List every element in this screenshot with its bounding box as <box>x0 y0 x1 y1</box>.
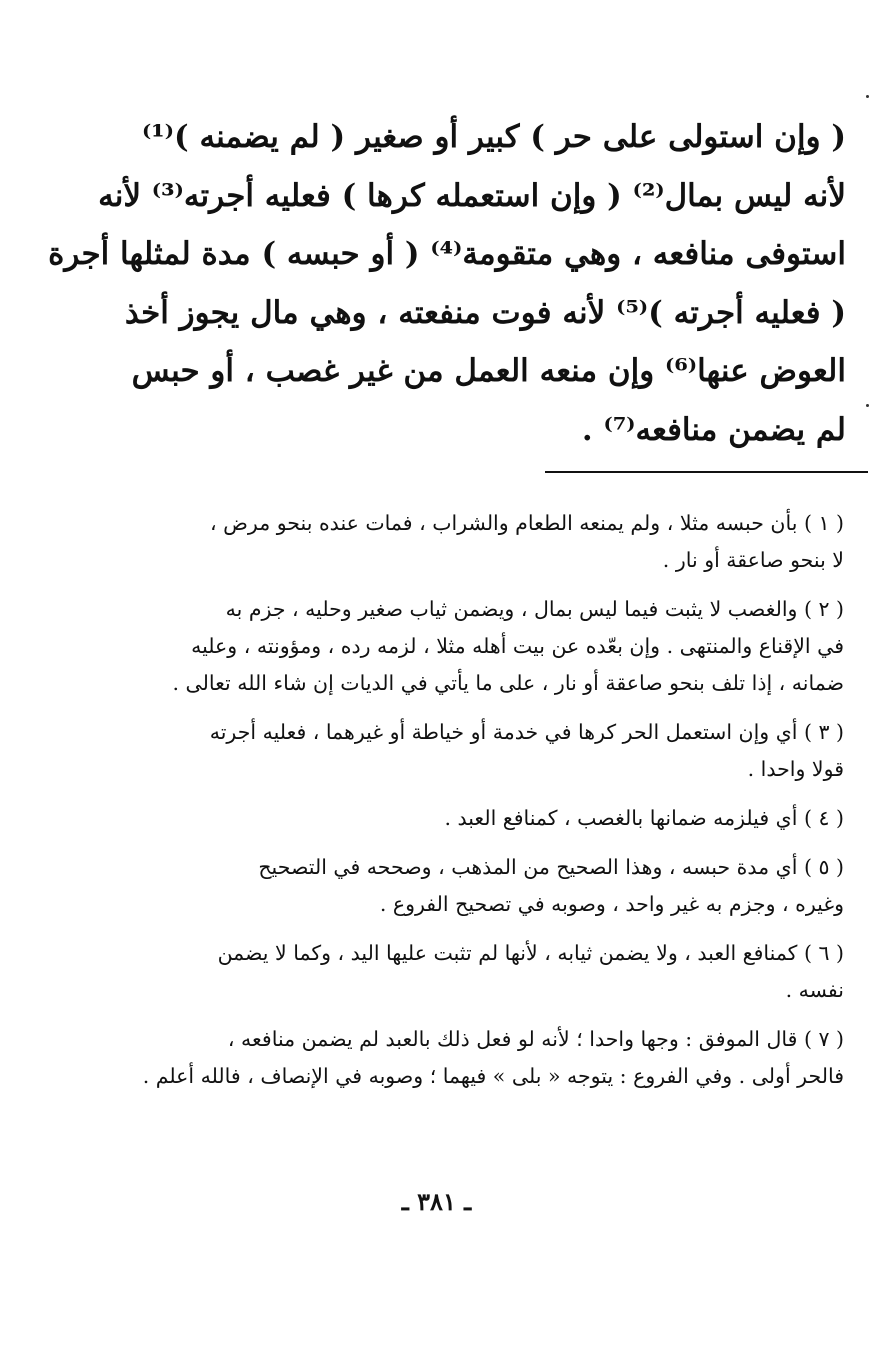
scan-speck <box>866 404 869 407</box>
footnote-7 <box>130 1021 844 1095</box>
footnote-divider <box>545 471 868 473</box>
footnote-line: فالحر أولى . وفي الفروع : يتوجه « بلى » فيهما ؛ وصوبه في الإنصاف ، فالله أعلم . <box>142 1064 844 1088</box>
main-text-line: لأنه ليس بمال⁽²⁾ ( وإن استعمله كرها ) فعليه أجرته⁽³⁾ لأنه <box>98 177 846 214</box>
footnotes-section <box>130 505 844 1107</box>
main-text-line: ( فعليه أجرته )⁽⁵⁾ لأنه فوت منفعته ، وهي مال يجوز أخذ <box>124 294 846 331</box>
scan-speck <box>866 95 869 98</box>
main-text-line: ( وإن استولى على حر ) كبير أو صغير ( لم يضمنه )⁽¹⁾ <box>141 119 846 155</box>
main-text-line: استوفى منافعه ، وهي متقومة⁽⁴⁾ ( أو حبسه ) مدة لمثلها أجرة <box>48 236 846 272</box>
footnote-line: ( ٦ ) كمنافع العبد ، ولا يضمن ثيابه ، لأنها لم تثبت عليها اليد ، وكما لا يضمن <box>217 941 844 965</box>
footnote-line: نفسه . <box>785 978 844 1002</box>
footnote-1 <box>130 505 844 579</box>
footnote-line: لا بنحو صاعقة أو نار . <box>662 548 844 572</box>
footnote-line: ( ١ ) بأن حبسه مثلا ، ولم يمنعه الطعام والشراب ، فمات عنده بنحو مرض ، <box>209 511 844 535</box>
footnote-6 <box>130 935 844 1009</box>
main-text-block <box>48 108 846 459</box>
footnote-5 <box>130 849 844 923</box>
footnote-line: وغيره ، وجزم به غير واحد ، وصوبه في تصحيح الفروع . <box>379 892 844 916</box>
footnote-4 <box>130 800 844 837</box>
footnote-3 <box>130 714 844 788</box>
footnote-line: ضمانه ، إذا تلف بنحو صاعقة أو نار ، على ما يأتي في الديات إن شاء الله تعالى . <box>172 671 844 695</box>
footnote-line: ( ٥ ) أي مدة حبسه ، وهذا الصحيح من المذهب ، وصححه في التصحيح <box>258 855 844 879</box>
footnote-line: ( ٧ ) قال الموفق : وجها واحدا ؛ لأنه لو فعل ذلك بالعبد لم يضمن منافعه ، <box>227 1027 844 1051</box>
footnote-line: قولا واحدا . <box>747 757 844 781</box>
footnote-2 <box>130 591 844 702</box>
footnote-line: ( ٣ ) أي وإن استعمل الحر كرها في خدمة أو خياطة أو غيرهما ، فعليه أجرته <box>209 720 844 744</box>
footnote-line: في الإقناع والمنتهى . وإن بعّده عن بيت أهله مثلا ، لزمه رده ، ومؤونته ، وعليه <box>191 634 844 658</box>
main-text-line: العوض عنها⁽⁶⁾ وإن منعه العمل من غير غصب ، أو حبس <box>131 353 846 389</box>
page-number: ـ ٣٨١ ـ <box>401 1187 472 1216</box>
main-text-line: لم يضمن منافعه⁽⁷⁾ . <box>581 411 846 448</box>
footnote-line: ( ٤ ) أي فيلزمه ضمانها بالغصب ، كمنافع العبد . <box>444 806 844 830</box>
footnote-line: ( ٢ ) والغصب لا يثبت فيما ليس بمال ، ويضمن ثياب صغير وحليه ، جزم به <box>225 597 844 621</box>
